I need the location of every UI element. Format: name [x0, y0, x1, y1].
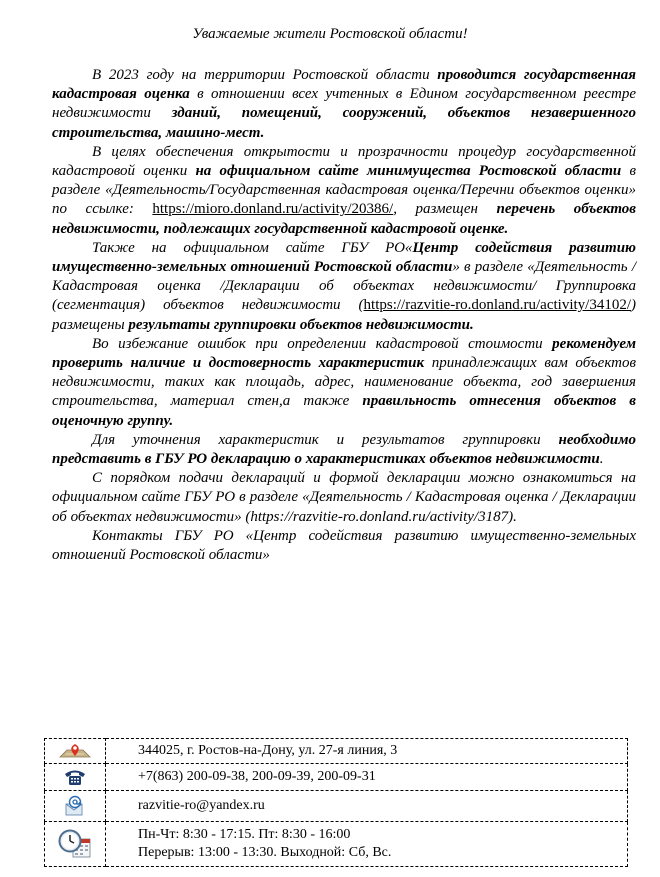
emphasis-text: результаты группировки объектов недвижимости. — [128, 316, 474, 333]
paragraph-ministry-list — [52, 143, 636, 239]
page-title: Уважаемые жители Ростовской области! — [192, 26, 468, 42]
contacts-table — [44, 738, 628, 867]
body-text-run: . — [599, 451, 604, 468]
phone-text: +7(863) 200-09-38, 200-09-39, 200-09-31 — [106, 764, 628, 791]
hours-weekdays: Пн-Чт: 8:30 - 17:15. Пт: 8:30 - 16:00 — [138, 827, 351, 842]
body-text-run: В целях обеспечения открытости и прозрачности процедур государственной кадастровой оценки — [52, 143, 636, 180]
email-text: razvitie-ro@yandex.ru — [106, 791, 628, 822]
emphasis-text: необходимо представить в ГБУ РО декларацию о характеристиках объектов недвижимости — [52, 431, 636, 468]
body-text-run: Для уточнения характеристик и результатов группировки — [92, 431, 559, 448]
paragraph-assessment — [52, 66, 636, 143]
body-text-run: В 2023 году на территории Ростовской области — [92, 67, 438, 83]
clock-calendar-icon — [45, 822, 106, 867]
address-text: 344025, г. Ростов-на-Дону, ул. 27-я линия, 3 — [106, 739, 628, 764]
body-text-run: в отношении всех учтенных в Едином государственном реестре недвижимости — [52, 86, 636, 122]
paragraph-grouping-results — [52, 239, 636, 335]
url-link[interactable]: https://razvitie-ro.donland.ru/activity/34102/ — [363, 297, 631, 314]
hours-break-weekend: Перерыв: 13:00 - 13:30. Выходной: Сб, Вс. — [138, 845, 392, 860]
contact-row-address — [45, 739, 628, 764]
emphasis-text: зданий, помещений, сооружений, объектов незавершенного строительства, машино-мест. — [52, 105, 636, 141]
body-text-run: Во избежание ошибок при определении кадастровой стоимости — [92, 335, 553, 352]
telephone-icon — [45, 764, 106, 791]
body-text-run: Контакты ГБУ РО «Центр содействия развитию имущественно-земельных отношений Ростовской области» — [52, 527, 636, 564]
body-text-run: принадлежащих вам объектов недвижимости, таких как площадь, адрес, наименование объекта, год завершения строительства, материал стен,а также — [52, 355, 636, 410]
body-text-run: Также на официальном сайте ГБУ РО« — [92, 239, 413, 256]
body-text-run: ) размещены — [52, 297, 636, 333]
contact-row-hours — [45, 822, 628, 867]
body-text-run: в разделе «Деятельность/Государственная кадастровая оценка/Перечни объектов оценки» по ссылке: — [52, 163, 637, 218]
body-text-run: , размещен — [393, 201, 497, 218]
paragraph-contacts-heading — [52, 527, 636, 565]
working-hours — [106, 822, 628, 867]
contact-row-phone — [45, 764, 628, 791]
emphasis-text: Центр содействия развитию имущественно-земельных отношений Ростовской области — [52, 239, 636, 276]
emphasis-text: правильность отнесения объектов в оценочную группу. — [52, 393, 636, 429]
emphasis-text: перечень объектов недвижимости, подлежащих государственной кадастровой оценке. — [52, 201, 636, 237]
paragraph-recommendation — [52, 335, 636, 431]
emphasis-text: на официальном сайте минимущества Ростовской области — [195, 163, 622, 180]
emphasis-text: рекомендуем проверить наличие и достоверность характеристик — [52, 335, 636, 372]
contact-row-email — [45, 791, 628, 822]
url-link[interactable]: https://mioro.donland.ru/activity/20386/ — [152, 201, 394, 218]
paragraph-declaration — [52, 431, 636, 469]
paragraph-declaration-procedure — [52, 469, 636, 527]
emphasis-text: проводится государственная кадастровая оценка — [52, 67, 637, 103]
body-text-run: С порядком подачи деклараций и формой декларации можно ознакомиться на официальном сайте ГБУ РО в разделе «Деятельность / Кадастровая оценка / Декларации об объектах недвижимости» (https://razvitie-ro.donland.ru/activity/3187). — [52, 470, 636, 525]
notice-body — [52, 66, 636, 565]
map-pin-icon — [45, 739, 106, 764]
body-text-run: » в разделе «Деятельность / Кадастровая оценка /Декларации об объектах недвижимости/ Группировка (сегментация) объектов недвижимости ( — [52, 259, 636, 314]
email-at-icon — [45, 791, 106, 822]
